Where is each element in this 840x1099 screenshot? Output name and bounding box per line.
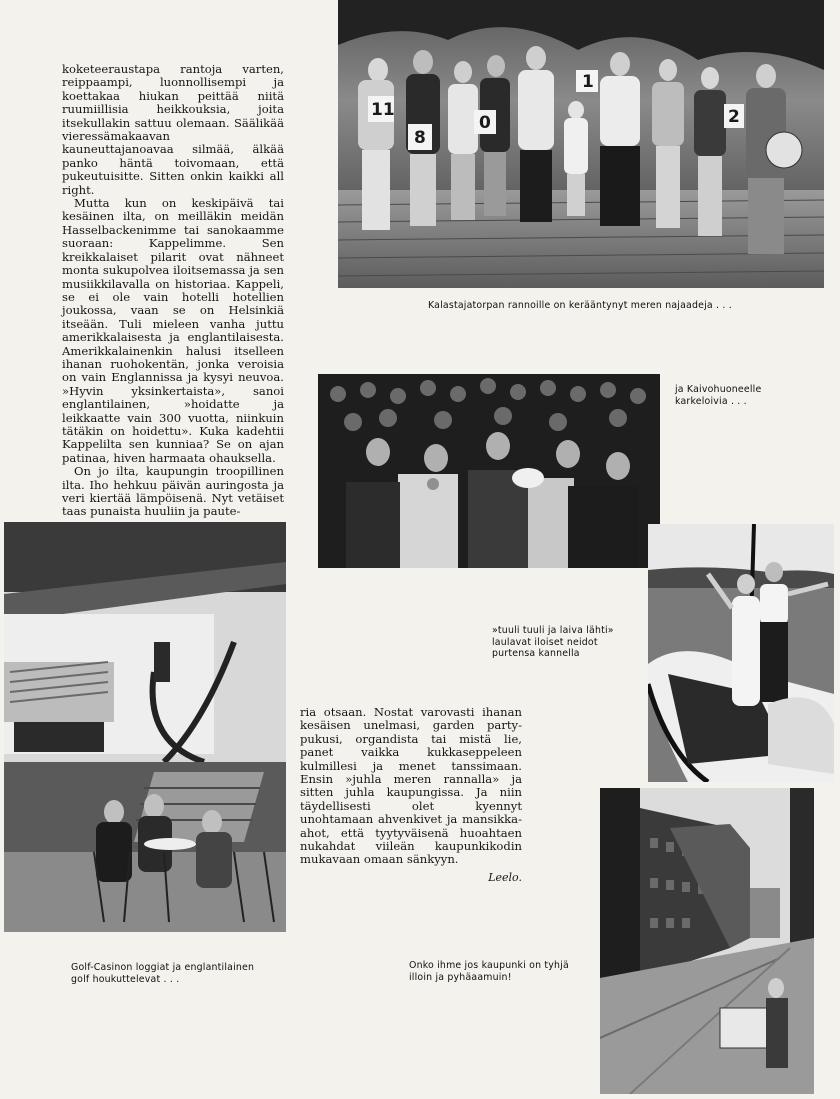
article-paragraph-3: On jo ilta, kaupungin troopillinen ilta. Iho hehkuu päivän auringosta ja veri kiertää lämpöisenä. Nyt vetäiset taas punaista huuliin ja paute- [62, 464, 284, 519]
boat-photo [648, 524, 834, 782]
beach-caption: Kalastajatorpan rannoille on kerääntynyt meren najaadeja . . . [428, 300, 732, 311]
article-paragraph-2: Mutta kun on keskipäivä tai kesäinen ilta, on meilläkin meidän Hasselbackenimme tai sanokaamme suoraan: Kappelimme. Sen kreikkalaiset pilarit ovat nähneet monta sukupolvea iloitsemassa ja sen musiikkilavalla on historiaa. Kappeli, se ei ole vain hotelli hotellien joukossa, vaan se on Helsinkiä itseään. Tuli mieleen vanha juttu amerikkalaisesta ja englantilaisesta. Amerikkalainenkin halusi itselleen ihanan ruohokentän, jonka veroisia on vain Englannissa ja kysyi neuvoa. »Hyvin yksinkertaista», sanoi englantilainen, »hoidatte ja leikkaatte vain 300 vuotta, niinkuin tätäkin on hoidettu». Kuka kadehtii Kappelilta sen kunniaa? Se on ajan patinaa, hiven harmaata ohauksella. [62, 196, 284, 465]
article-signature: Leelo. [488, 870, 522, 884]
boat-caption: »tuuli tuuli ja laiva lähti» laulavat iloiset neidot purtensa kannella [492, 625, 614, 659]
beach-photo [338, 0, 824, 288]
golf-casino-photo [4, 522, 286, 932]
golf-caption: Golf-Casinon loggiat ja englantilainen golf houkuttelevat . . . [71, 962, 255, 985]
number-card-0: 0 [479, 113, 491, 133]
article-column-1 [62, 63, 284, 519]
article-column-2 [300, 706, 522, 884]
number-card-11: 11 [371, 100, 395, 120]
city-caption: Onko ihme jos kaupunki on tyhjä illoin ja pyhäaamuin! [409, 960, 569, 983]
number-card-2: 2 [728, 107, 740, 127]
dance-caption: ja Kaivohuoneelle karkeloivia . . . [675, 384, 762, 407]
number-card-8: 8 [414, 128, 426, 148]
city-street-photo [600, 788, 814, 1094]
number-card-1: 1 [582, 72, 594, 92]
article-paragraph-1: koketeeraustapa rantoja varten, reippaampi, luonnollisempi ja koettakaa hiukan peittää niitä ruumiillisia heikkouksia, joita itsekullakin sattuu olemaan. Säälikää vieressämakaavan kauneuttajanoavaa silmää, älkää panko häntä toivomaan, että pukeutuisitte. Sitten onkin kaikki all right. [62, 62, 284, 197]
article-paragraph-4: ria otsaan. Nostat varovasti ihanan kesäisen unelmasi, garden party-pukusi, organdista tai mistä lie, panet vaikka kukkaseppeleen kulmillesi ja menet tanssimaan. Ensin »juhla meren rannalla» ja sitten juhla kaupungissa. Ja niin täydellisesti olet kyennyt unohtamaan ahvenkivet ja mansikka-ahot, että tyytyväisenä huoahtaen nukahdat viileän kaupunkikodin mukavaan omaan sänkyyn. [300, 705, 522, 867]
dance-photo [318, 374, 660, 568]
